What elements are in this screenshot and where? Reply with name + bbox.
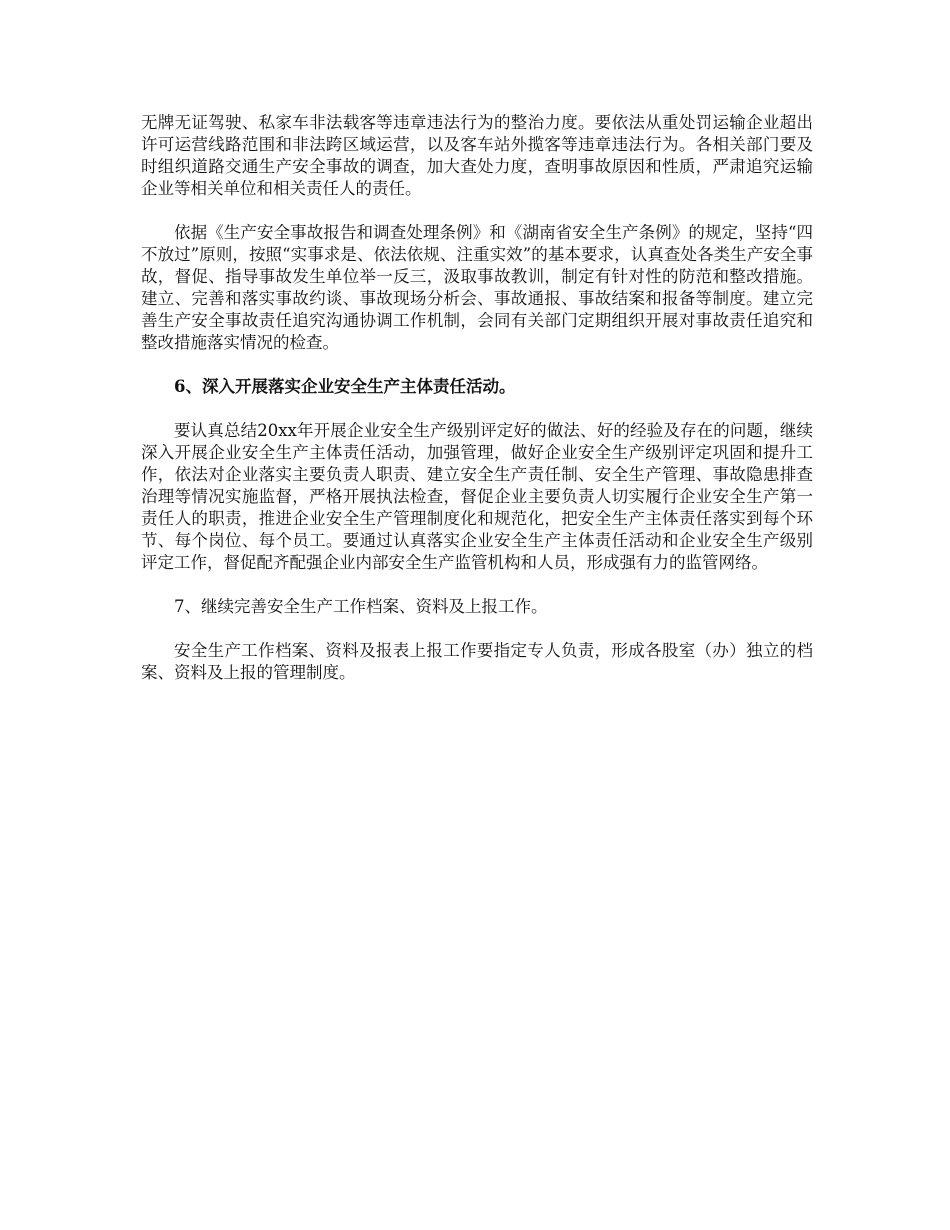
paragraph-road-traffic-enforcement: 无牌无证驾驶、私家车非法载客等违章违法行为的整治力度。要依法从重处罚运输企业超出许可运营线路范围和非法跨区域运营，以及客车站外揽客等违章违法行为。各相关部门要及时组织道路交通生产安全事故的调查，加大查处力度，查明事故原因和性质，严肃追究运输企业等相关单位和相关责任人的责任。 <box>141 113 813 198</box>
paragraph-enterprise-responsibility: 要认真总结20xx年开展企业安全生产级别评定好的做法、好的经验及存在的问题，继续深入开展企业安全生产主体责任活动，加强管理，做好企业安全生产级别评定巩固和提升工作，依法对企业落实主要负责人职责、建立安全生产责任制、安全生产管理、事故隐患排查治理等情况实施监督，严格开展执法检查，督促企业主要负责人切实履行企业安全生产第一责任人的职责，推进企业安全生产管理制度化和规范化，把安全生产主体责任落实到每个环节、每个岗位、每个员工。要通过认真落实企业安全生产主体责任活动和企业安全生产级别评定工作，督促配齐配强企业内部安全生产监管机构和人员，形成强有力的监管网络。 <box>141 421 813 572</box>
section-heading-6: 6、深入开展落实企业安全生产主体责任活动。 <box>174 377 516 396</box>
paragraph-archives-reporting: 安全生产工作档案、资料及报表上报工作要指定专人负责，形成各股室（办）独立的档案、资料及上报的管理制度。 <box>141 641 813 682</box>
document-body <box>141 112 813 706</box>
section-heading-7: 7、继续完善安全生产工作档案、资料及上报工作。 <box>174 597 548 616</box>
paragraph-accident-investigation: 依据《生产安全事故报告和调查处理条例》和《湖南省安全生产条例》的规定，坚持“四不放过”原则，按照“实事求是、依法依规、注重实效”的基本要求，认真查处各类生产安全事故，督促、指导事故发生单位举一反三，汲取事故教训，制定有针对性的防范和整改措施。建立、完善和落实事故约谈、事故现场分析会、事故通报、事故结案和报备等制度。建立完善生产安全事故责任追究沟通协调工作机制，会同有关部门定期组织开展对事故责任追究和整改措施落实情况的检查。 <box>141 223 813 352</box>
